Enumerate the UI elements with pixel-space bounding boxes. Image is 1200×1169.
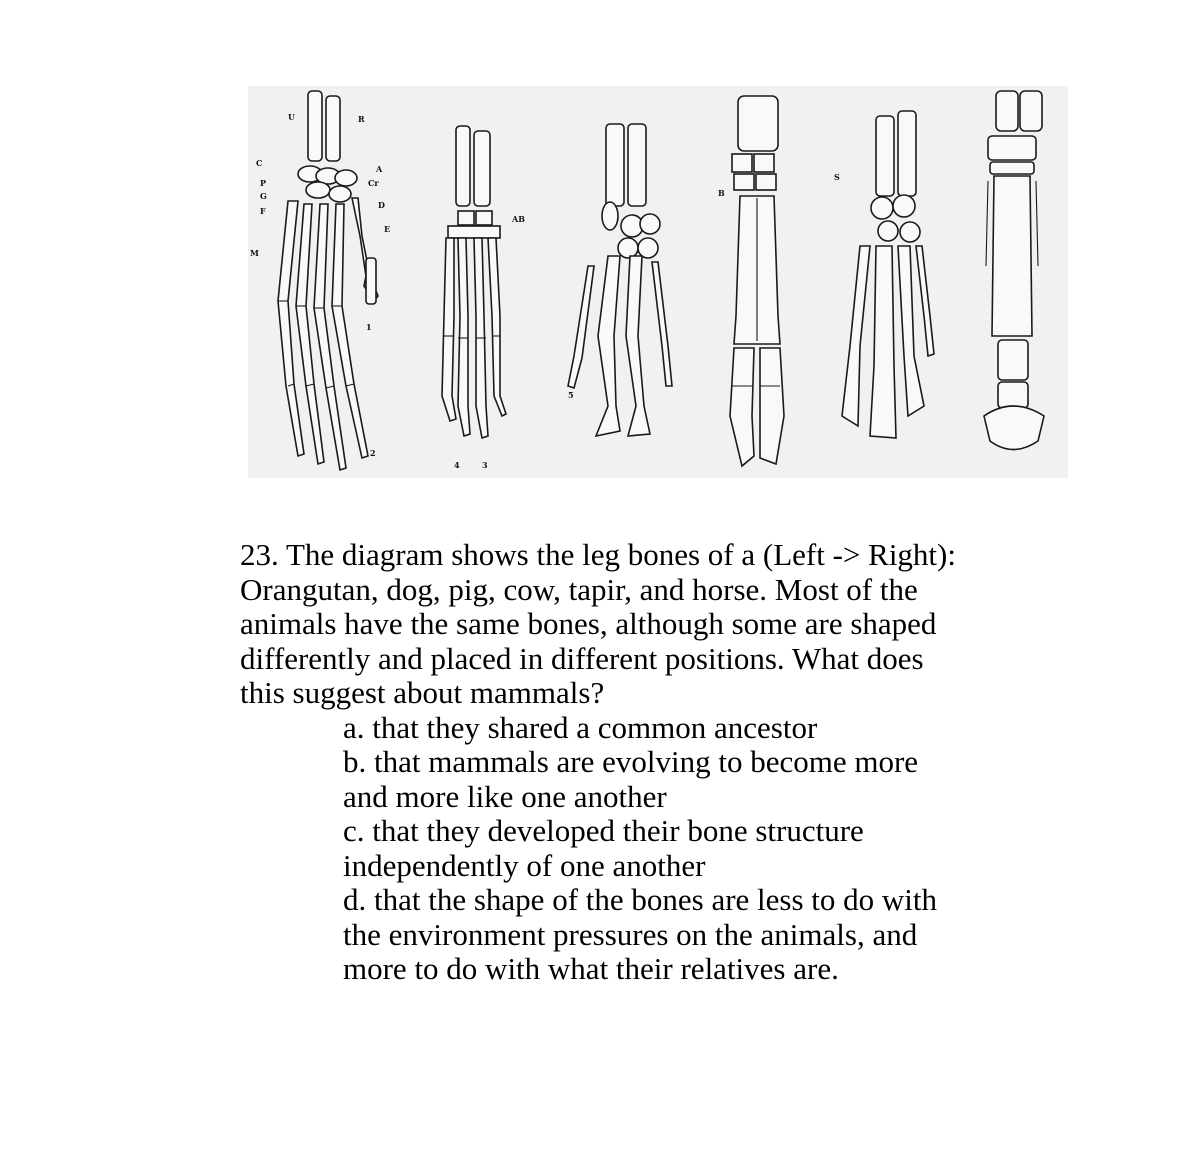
bone-label: D <box>378 200 385 210</box>
bone-label: M <box>250 248 259 258</box>
digit-numbers <box>366 322 574 470</box>
option-a[interactable] <box>343 711 943 746</box>
bone-label: G <box>260 191 267 201</box>
question-stem <box>240 538 960 711</box>
orangutan-hand-bones <box>278 91 378 470</box>
option-letter: c. <box>343 813 365 848</box>
bone-label: U <box>288 112 295 122</box>
bone-label: A <box>376 164 383 174</box>
option-letter: a. <box>343 709 365 745</box>
bone-label: B <box>718 188 725 198</box>
digit-number: 5 <box>568 390 574 400</box>
option-text: that they developed their bone structure independently of one another <box>343 813 864 883</box>
horse-foot-bones <box>984 91 1044 450</box>
digit-number: 3 <box>482 460 488 470</box>
bone-label: S <box>834 172 840 182</box>
cow-foot-bones <box>730 96 784 466</box>
question-text: The diagram shows the leg bones of a (Left -> Right): Orangutan, dog, pig, cow, tapir, and horse. Most of the animals have the same bones, although some are shaped differently and placed in different positions. What does this suggest about mammals? <box>240 537 956 710</box>
leg-bones-diagram <box>248 86 1068 478</box>
bone-label: Cr <box>368 178 379 188</box>
option-b[interactable] <box>343 745 943 814</box>
bone-label: P <box>260 178 267 188</box>
leg-bones-illustration <box>248 86 1068 478</box>
bone-label: E <box>384 224 391 234</box>
bone-label: F <box>260 206 266 216</box>
digit-number: 1 <box>366 322 372 332</box>
tapir-foot-bones <box>842 111 934 438</box>
question-block <box>240 538 960 987</box>
bone-label: AB <box>512 214 525 224</box>
digit-number: 2 <box>370 448 376 458</box>
option-c[interactable] <box>343 814 943 883</box>
digit-number: 4 <box>454 460 460 470</box>
option-d[interactable] <box>343 883 943 987</box>
bone-label: C <box>256 158 263 168</box>
option-letter: b. <box>343 744 367 779</box>
answer-options <box>240 711 943 987</box>
dog-foot-bones <box>442 126 506 438</box>
option-text: that mammals are evolving to become more and more like one another <box>343 744 919 814</box>
bone-label: R <box>358 114 365 124</box>
question-number: 23. <box>240 537 279 572</box>
option-letter: d. <box>343 882 367 917</box>
pig-foot-bones <box>568 124 672 436</box>
option-text: that they shared a common ancestor <box>372 709 818 745</box>
option-text: that the shape of the bones are less to do with the environment pressures on the animals, and more to do with what their relatives are. <box>343 882 938 986</box>
